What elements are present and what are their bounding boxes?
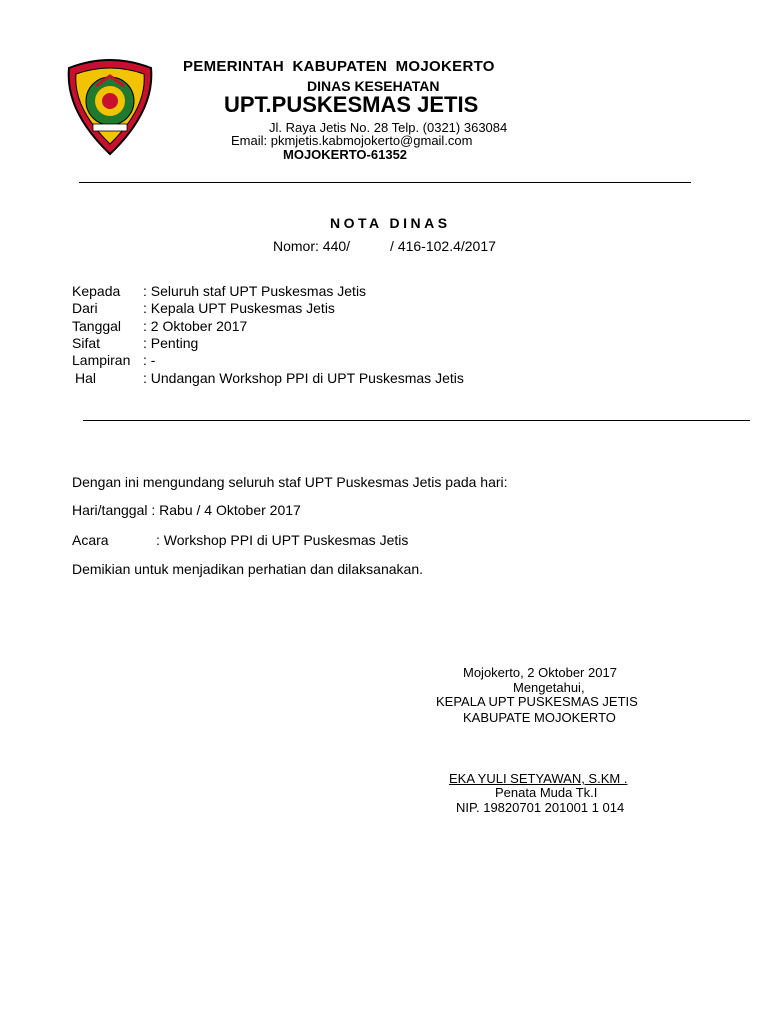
field-label-hal: Hal	[75, 370, 97, 386]
header-address: Jl. Raya Jetis No. 28 Telp. (0321) 363084	[269, 120, 508, 135]
body-event-value: : Workshop PPI di UPT Puskesmas Jetis	[156, 532, 409, 548]
field-label-kepada: Kepada	[72, 283, 121, 299]
field-label-tanggal: Tanggal	[72, 318, 122, 334]
signature-place-date: Mojokerto, 2 Oktober 2017	[463, 665, 617, 680]
field-value-hal: : Undangan Workshop PPI di UPT Puskesmas Jetis	[143, 370, 464, 386]
signature-acknowledged: Mengetahui,	[513, 680, 585, 695]
fields-divider	[83, 420, 750, 421]
field-value-dari: : Kepala UPT Puskesmas Jetis	[143, 300, 335, 316]
body-closing: Demikian untuk menjadikan perhatian dan dilaksanakan.	[72, 561, 423, 577]
field-label-lampiran: Lampiran	[72, 352, 131, 368]
body-date-line: Hari/tanggal : Rabu / 4 Oktober 2017	[72, 502, 301, 518]
field-value-lampiran: : -	[143, 352, 156, 368]
signature-position: KEPALA UPT PUSKESMAS JETIS	[436, 694, 638, 709]
memo-number	[273, 238, 496, 254]
memo-title: NOTA DINAS	[330, 215, 451, 231]
body-event-label: Acara	[72, 532, 109, 548]
field-value-sifat: : Penting	[143, 335, 199, 351]
field-label-dari: Dari	[72, 300, 98, 316]
signature-rank: Penata Muda Tk.I	[495, 785, 598, 800]
signature-nip: NIP. 19820701 201001 1 014	[456, 800, 625, 815]
memo-number-suffix: / 416-102.4/2017	[390, 238, 496, 254]
header-institution: UPT.PUSKESMAS JETIS	[224, 92, 479, 117]
field-value-kepada: : Seluruh staf UPT Puskesmas Jetis	[143, 283, 367, 299]
signature-name: EKA YULI SETYAWAN, S.KM .	[449, 771, 628, 786]
header-email: Email: pkmjetis.kabmojokerto@gmail.com	[231, 133, 473, 148]
header-divider	[79, 182, 691, 183]
header-city: MOJOKERTO-61352	[283, 147, 408, 162]
field-label-sifat: Sifat	[72, 335, 101, 351]
header-department: DINAS KESEHATAN	[307, 78, 440, 94]
body-intro: Dengan ini mengundang seluruh staf UPT Puskesmas Jetis pada hari:	[72, 474, 508, 490]
mojokerto-coat-of-arms-logo	[63, 56, 157, 156]
field-value-tanggal: : 2 Oktober 2017	[143, 318, 248, 334]
header-government: PEMERINTAH KABUPATEN MOJOKERTO	[183, 58, 495, 75]
signature-region: KABUPATE MOJOKERTO	[463, 710, 616, 725]
memo-number-prefix: Nomor: 440/	[273, 238, 351, 254]
